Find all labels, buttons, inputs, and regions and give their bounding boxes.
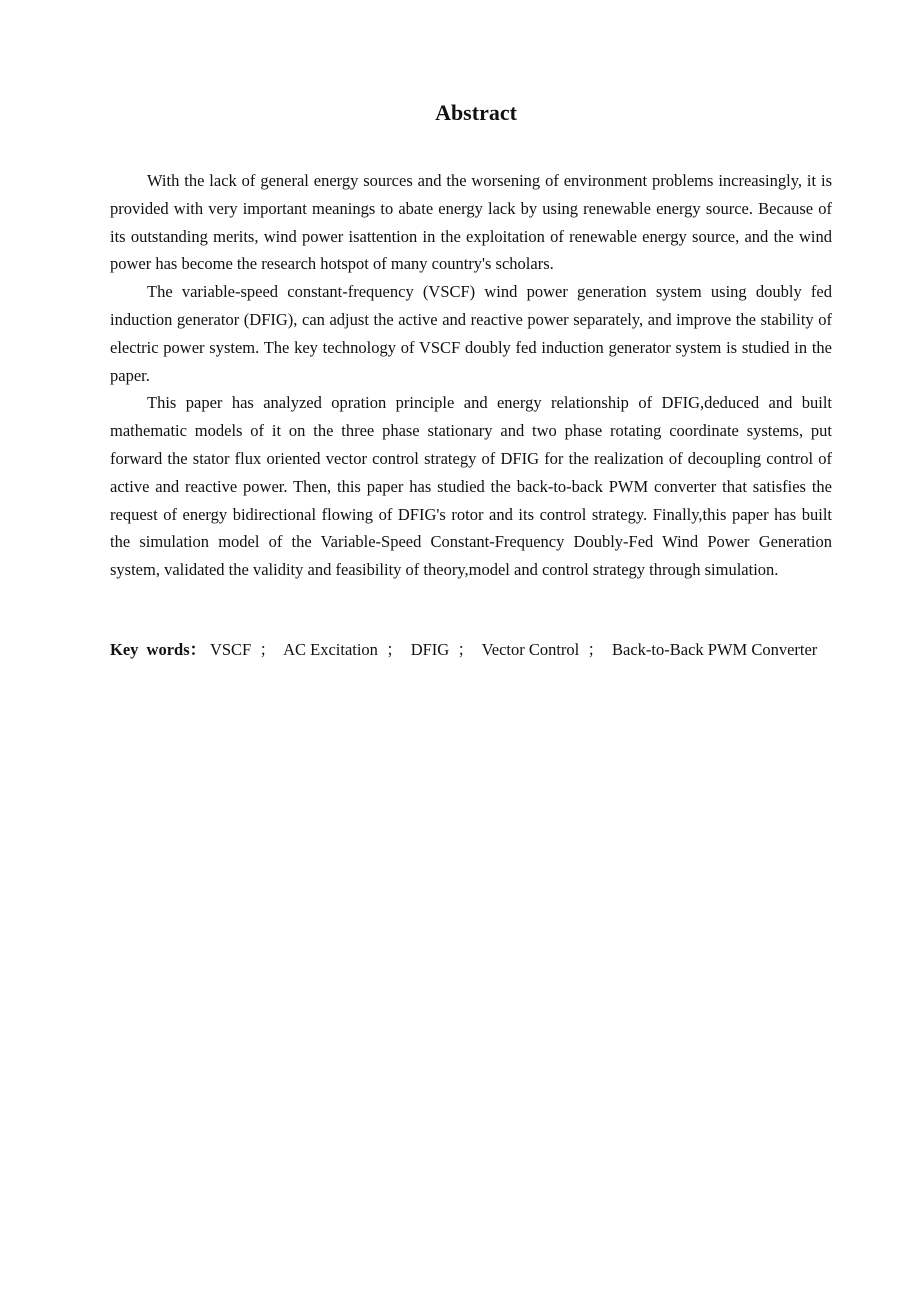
keyword-separator: ； xyxy=(587,640,604,659)
keywords-line xyxy=(110,638,900,662)
keyword-dfig: DFIG xyxy=(410,640,450,659)
keyword-separator: ； xyxy=(386,640,403,659)
keyword-ac-excitation: AC Excitation xyxy=(283,640,378,659)
abstract-title: Abstract xyxy=(435,100,517,125)
keyword-separator: ； xyxy=(457,640,474,659)
keyword-vscf: VSCF xyxy=(209,640,252,659)
abstract-paragraph-1: With the lack of general energy sources and the worsening of environment problems increasingly, it is provided with very important meanings to abate energy lack by using renewable energy source. Because of its outstanding merits, wind power isattention in the exploitation of renewable energy source, and the wind power has become the research hotspot of many country's scholars. xyxy=(110,171,832,274)
abstract-body xyxy=(110,167,832,584)
keyword-vector-control: Vector Control xyxy=(481,640,580,659)
abstract-paragraph-2: The variable-speed constant-frequency (VSCF) wind power generation system using doubly fed induction generator (DFIG), can adjust the active and reactive power separately, and improve the stability of electric power system. The key technology of VSCF doubly fed induction generator system is studied in the paper. xyxy=(110,282,832,385)
keyword-back-to-back-pwm-converter: Back-to-Back PWM Converter xyxy=(612,640,818,659)
keyword-separator: ； xyxy=(259,640,276,659)
abstract-paragraph-3: This paper has analyzed opration principle and energy relationship of DFIG,deduced and built mathematic models of it on the three phase stationary and two phase rotating coordinate systems, put forward the stator flux oriented vector control strategy of DFIG for the realization of decoupling control of active and reactive power. Then, this paper has studied the back-to-back PWM converter that satisfies the request of energy bidirectional flowing of DFIG's rotor and its control strategy. Finally,this paper has built the simulation model of the Variable-Speed Constant-Frequency Doubly-Fed Wind Power Generation system, validated the validity and feasibility of theory,model and control strategy through simulation. xyxy=(110,393,832,580)
keywords-label: Key words： xyxy=(110,640,207,659)
